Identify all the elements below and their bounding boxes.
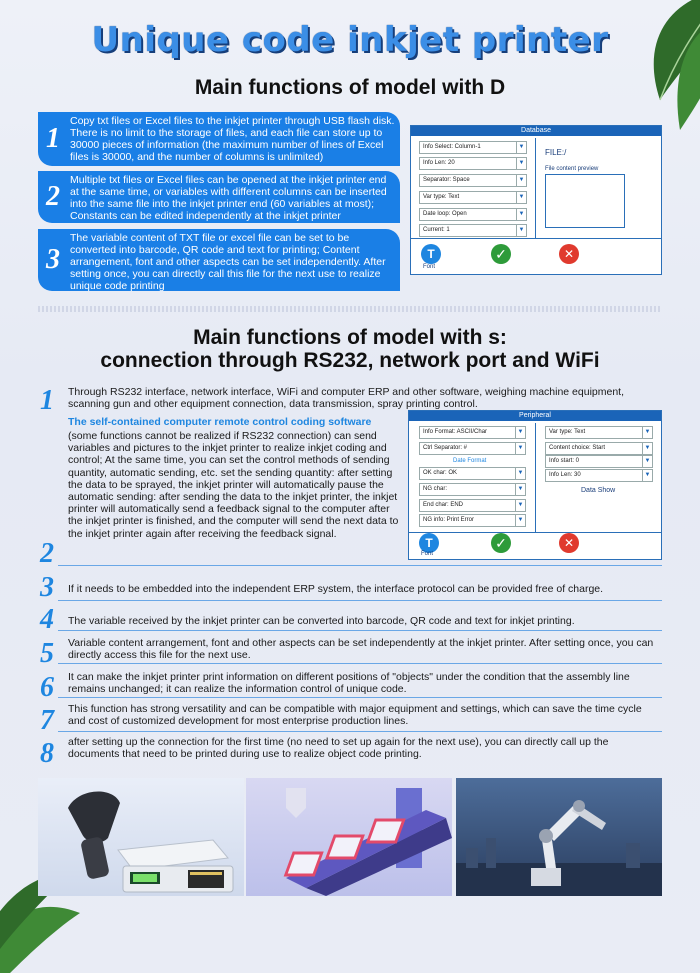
item-number: 8 [40, 738, 54, 769]
database-panel [410, 125, 662, 275]
confirm-icon[interactable]: ✓ [491, 533, 511, 553]
s-item-8 [38, 734, 662, 769]
confirm-icon[interactable]: ✓ [491, 244, 511, 264]
info-format-field[interactable]: Info Format: ASCII/Char ▼ [419, 426, 526, 439]
peripheral-panel [408, 410, 662, 560]
item-number: 6 [40, 672, 54, 703]
item-number: 3 [46, 244, 60, 275]
item-text: Copy txt files or Excel files to the inkjet printer through USB flash disk. There is no limit to the storage of files, and each file can store up to 30000 pieces of information (the maximum number of lines of Excel files is 30000, and the number of columns is unlimited) [70, 115, 395, 163]
d-item-1 [38, 112, 400, 166]
font-icon[interactable]: T [419, 533, 439, 553]
info-len-field[interactable]: Info Len: 30 ▼ [545, 469, 653, 482]
separator-field[interactable]: Separator: Space ▼ [419, 174, 527, 187]
item-number: 1 [46, 123, 60, 154]
font-label: Font [423, 264, 436, 270]
date-format-label: Date Format [453, 458, 487, 464]
s-item-7 [38, 701, 662, 736]
info-len-field[interactable]: Info Len: 20 ▼ [419, 157, 527, 170]
item-text: Through RS232 interface, network interface, WiFi and computer ERP and other software, weighing machine equipment, scanning gun and other equipment connection, data transmission, spray printing control. [68, 386, 625, 410]
s-item-6 [38, 668, 662, 703]
preview-label: File content preview [545, 166, 599, 172]
s-item-3 [38, 574, 662, 601]
item-text: It can make the inkjet printer print information on different positions of "objects" under the condition that the assembly line remains unchanged; it can realize the information control of unique code. [68, 671, 630, 695]
section-divider [38, 306, 662, 312]
s-item-2-number: 2 [40, 538, 54, 569]
s-item-5 [38, 634, 662, 669]
s-item-2-line [58, 565, 662, 566]
item-text: Variable content arrangement, font and other aspects can be set independently at the inkjet printer. After setting once, you can directly access this file for the next use. [68, 637, 654, 661]
cancel-icon[interactable]: ✕ [559, 533, 579, 553]
item-number: 1 [40, 385, 54, 416]
item-text: If it needs to be embedded into the independent ERP system, the interface protocol can be provided free of charge. [68, 583, 604, 595]
item-number: 3 [40, 572, 54, 603]
end-char-field[interactable]: End char: END ▼ [419, 499, 526, 512]
date-loop-field[interactable]: Date loop: Open ▼ [419, 208, 527, 221]
data-show-label: Data Show [581, 487, 616, 494]
d-item-3 [38, 229, 400, 291]
item-text: The variable received by the inkjet printer can be converted into barcode, QR code and text for inkjet printing. [68, 615, 575, 627]
item-text: This function has strong versatility and can be compatible with major equipment and settings, which can save the time cycle and cost of customized development for most enterprise production lines. [68, 703, 642, 727]
item-text: Multiple txt files or Excel files can be opened at the inkjet printer end at the same time, or variables with different columns can be inserted into the same file into the inkjet printer end (60 variables at most); Constants can be edited independently at the inkjet printer [70, 174, 387, 222]
scanner-scale-image [38, 778, 244, 896]
font-label: Font [421, 551, 434, 557]
preview-box [545, 174, 625, 228]
content-choice-field[interactable]: Content choice: Start ▼ [545, 442, 653, 455]
var-type-field[interactable]: Var type: Text ▼ [545, 426, 653, 439]
info-select-field[interactable]: Info Select: Column-1 ▼ [419, 141, 527, 154]
ctrl-separator-field[interactable]: Ctrl Separator: # ▼ [419, 442, 526, 455]
info-start-field[interactable]: Info start: 0 ▼ [545, 455, 653, 468]
item-text: The variable content of TXT file or excel file can be set to be converted into barcode, QR code and text for printing; Content arrangement, font and other aspects can be set independently. After setting once, you can directly call this file for the next use to realize unique code printing [70, 232, 386, 292]
software-description: (some functions cannot be realized if RS232 connection) can send variables and pictures to the inkjet printer to realize inkjet coding and control; At the same time, you can set the control methods of sending quantity, automatic sending, etc. set the sending quantity: after setting the data to be sprayed, the inkjet printer will automatically pause the automatic sending: after sending the data to the inkjet printer, the inkjet printer will automatically send a feedback signal to the computer after the inkjet printer is finished, and the computer will send the next data to the inkjet printer again after receiving the feedback signal. [68, 430, 399, 540]
item-number: 2 [46, 181, 60, 212]
current-field[interactable]: Current: 1 ▼ [419, 224, 527, 237]
d-item-2 [38, 171, 400, 223]
robot-arm-image [456, 778, 662, 896]
item-number: 7 [40, 705, 54, 736]
panel-header: Database [411, 126, 661, 136]
s-item-4 [38, 604, 662, 635]
section-title-s: Main functions of model with s: connection through RS232, network port and WiFi [100, 326, 600, 372]
item-number: 5 [40, 638, 54, 669]
item-text: after setting up the connection for the first time (no need to set up again for the next use), you can directly call up the documents that need to be printed during use to realize object code printing. [68, 736, 609, 760]
file-path-label: FILE:/ [545, 148, 567, 157]
var-type-field[interactable]: Var type: Text ▼ [419, 191, 527, 204]
item-number: 4 [40, 604, 54, 635]
section-title-d: Main functions of model with D [194, 76, 506, 99]
cancel-icon[interactable]: ✕ [559, 244, 579, 264]
ng-info-field[interactable]: NG info: Print Error ▼ [419, 514, 526, 527]
production-line-image [246, 778, 452, 896]
page-title: Unique code inkjet printer [91, 20, 609, 60]
ok-char-field[interactable]: OK char: OK ▼ [419, 467, 526, 480]
ng-char-field[interactable]: NG char: ▼ [419, 483, 526, 496]
panel-header: Peripheral [409, 411, 661, 421]
font-icon[interactable]: T [421, 244, 441, 264]
software-heading: The self-contained computer remote control coding software [68, 416, 372, 428]
